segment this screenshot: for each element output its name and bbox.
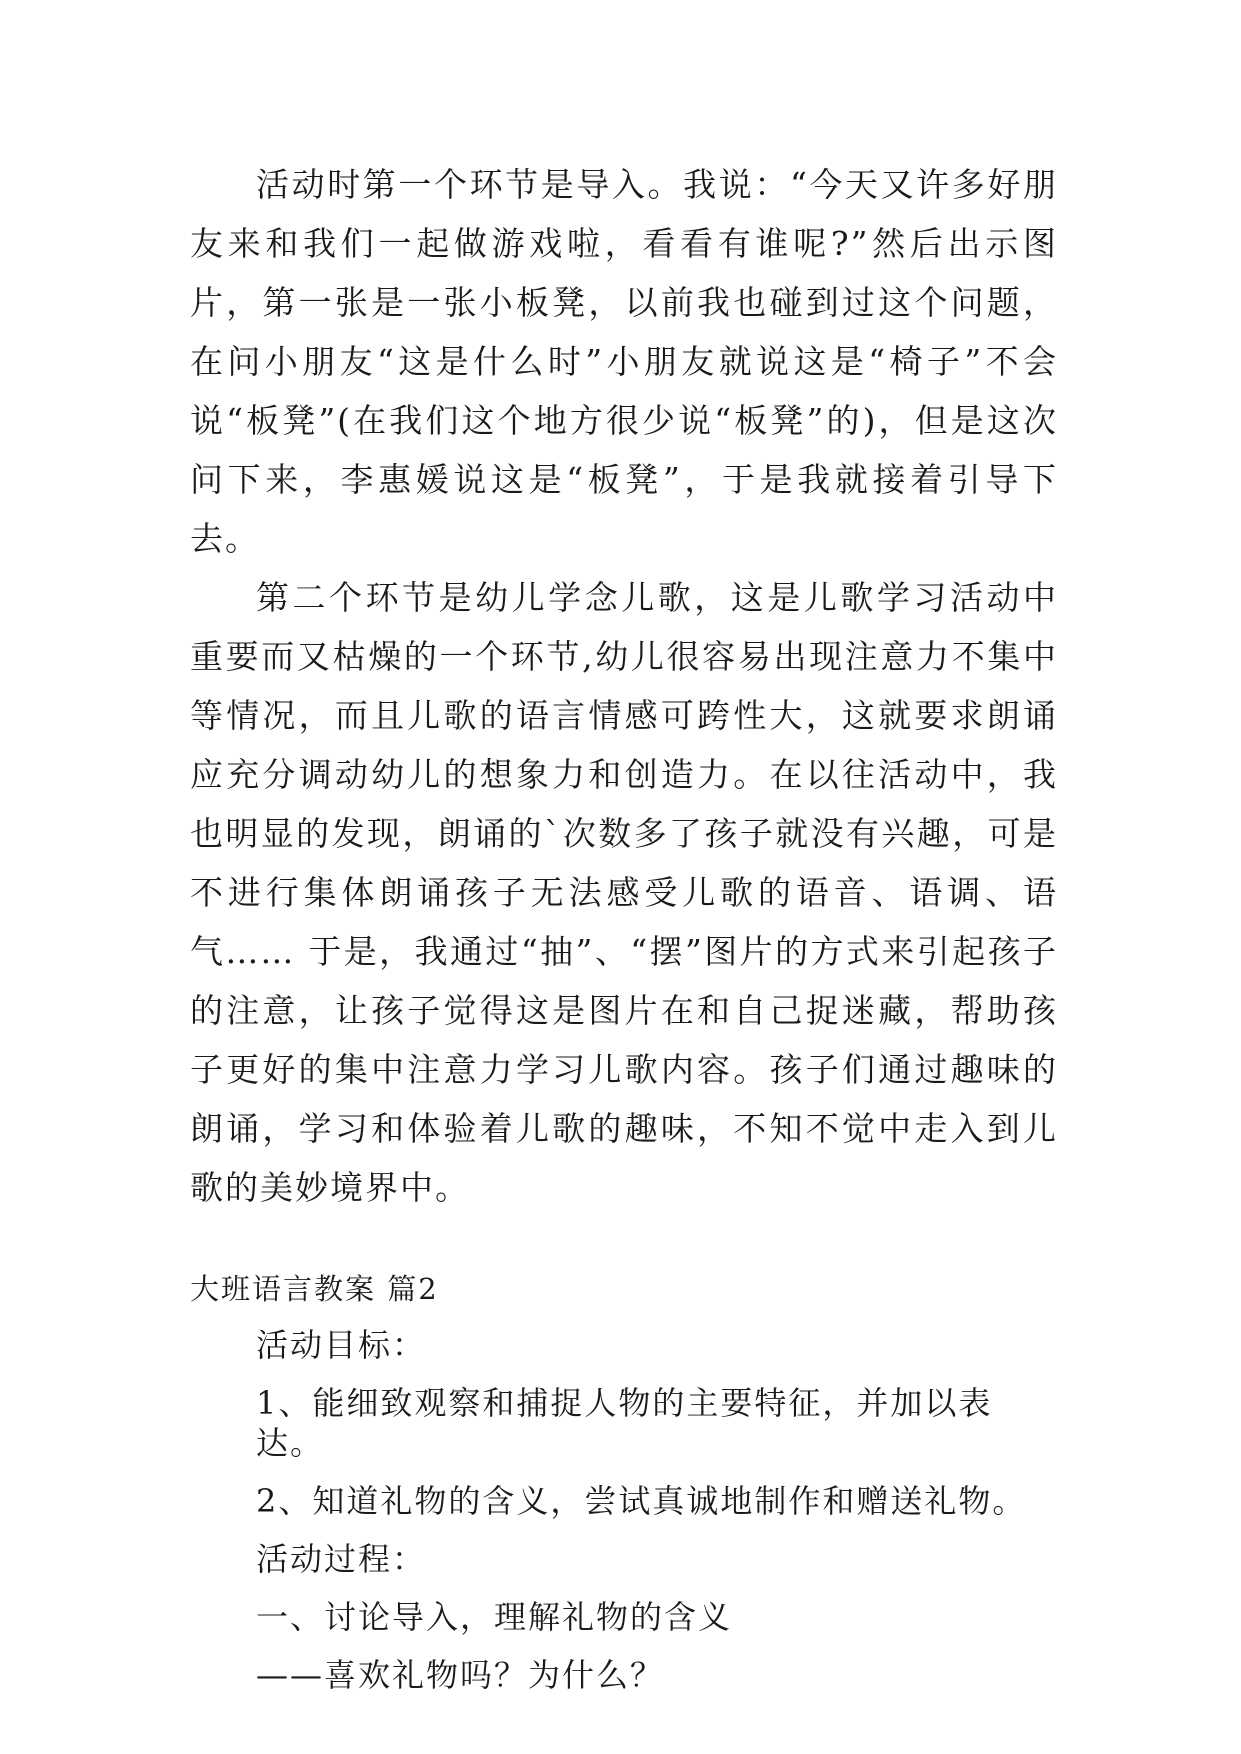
document-body	[190, 155, 1058, 1713]
paragraph-1: 活动时第一个环节是导入。我说：“今天又许多好朋友来和我们一起做游戏啦，看看有谁呢?”然后出示图片，第一张是一张小板凳，以前我也碰到过这个问题，在问小朋友“这是什么时”小朋友就说这是“椅子”不会说“板凳”(在我们这个地方很少说“板凳”的)，但是这次问下来，李惠媛说这是“板凳”，于是我就接着引导下去。	[190, 165, 1058, 558]
section-line-objective-2: 2、知道礼物的含义，尝试真诚地制作和赠送礼物。	[256, 1482, 1027, 1520]
section-line-objective-1: 1、能细致观察和捕捉人物的主要特征，并加以表达。	[256, 1384, 993, 1462]
section-line-objectives-heading: 活动目标：	[256, 1326, 427, 1364]
paragraph-2: 第二个环节是幼儿学念儿歌，这是儿歌学习活动中重要而又枯燥的一个环节,幼儿很容易出现注意力不集中等情况，而且儿歌的语言情感可跨性大，这就要求朗诵应充分调动幼儿的想象力和创造力。在以往活动中，我也明显的发现，朗诵的`次数多了孩子就没有兴趣，可是不进行集体朗诵孩子无法感受儿歌的语音、语调、语气…… 于是，我通过“抽”、“摆”图片的方式来引起孩子的注意，让孩子觉得这是图片在和自己捉迷藏，帮助孩子更好的集中注意力学习儿歌内容。孩子们通过趣味的朗诵，学习和体验着儿歌的趣味，不知不觉中走入到儿歌的美妙境界中。	[190, 578, 1058, 1207]
section-title: 大班语言教案 篇2	[190, 1272, 439, 1306]
section-line-process-heading: 活动过程：	[256, 1540, 427, 1578]
section-line-step-1: 一、讨论导入，理解礼物的含义	[256, 1598, 733, 1636]
section-line-question: ——喜欢礼物吗？为什么？	[256, 1656, 665, 1694]
